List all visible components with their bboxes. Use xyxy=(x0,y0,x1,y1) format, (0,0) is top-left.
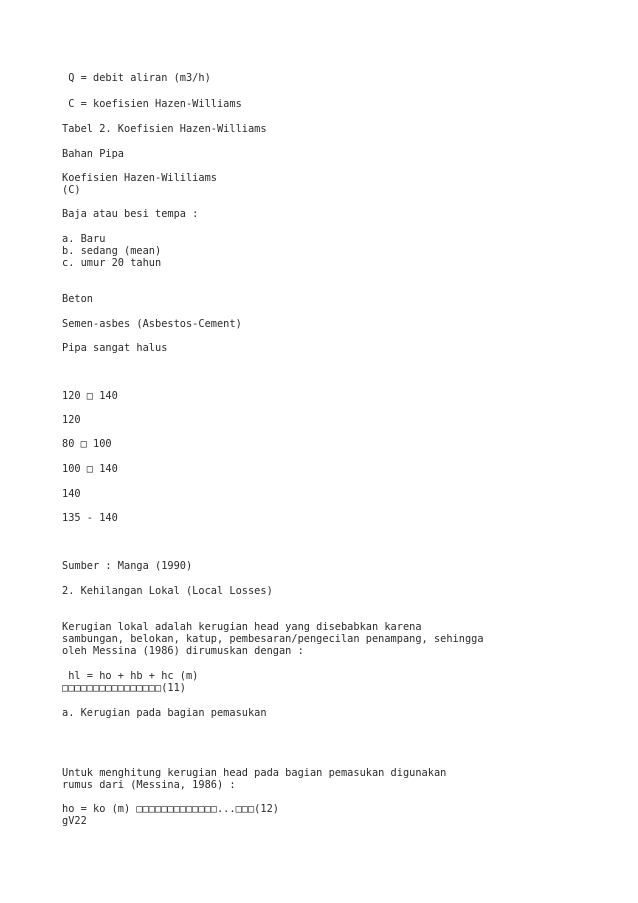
material-asbestos-cement: Semen-asbes (Asbestos-Cement) xyxy=(62,318,242,330)
table-title: Tabel 2. Koefisien Hazen-Williams xyxy=(62,123,267,135)
q-definition: Q = debit aliran (m3/h) xyxy=(62,72,211,84)
coefficient-value: 140 xyxy=(62,488,81,500)
material-steel: Baja atau besi tempa : xyxy=(62,208,199,220)
column-header-coefficient-unit: (C) xyxy=(62,184,81,196)
paragraph-line: sambungan, belokan, katup, pembesaran/pengecilan penampang, sehingga xyxy=(62,633,484,645)
paragraph-line: Kerugian lokal adalah kerugian head yang disebabkan karena xyxy=(62,621,422,633)
c-definition: C = koefisien Hazen-Williams xyxy=(62,98,242,110)
coefficient-value: 135 - 140 xyxy=(62,512,118,524)
material-smooth-pipe: Pipa sangat halus xyxy=(62,342,168,354)
paragraph-line: Untuk menghitung kerugian head pada bagian pemasukan digunakan xyxy=(62,767,447,779)
paragraph-line: oleh Messina (1986) dirumuskan dengan : xyxy=(62,645,304,657)
coefficient-value: 120 □ 140 xyxy=(62,390,118,402)
column-header-material: Bahan Pipa xyxy=(62,148,124,160)
coefficient-value: 120 xyxy=(62,414,81,426)
section-heading: 2. Kehilangan Lokal (Local Losses) xyxy=(62,585,273,597)
material-concrete: Beton xyxy=(62,293,93,305)
material-steel-mean: b. sedang (mean) xyxy=(62,245,162,257)
equation-12-fraction: gV22 xyxy=(62,815,87,827)
coefficient-value: 100 □ 140 xyxy=(62,463,118,475)
equation-12: ho = ko (m) □□□□□□□□□□□□□...□□□(12) xyxy=(62,803,279,815)
subsection-heading: a. Kerugian pada bagian pemasukan xyxy=(62,707,267,719)
column-header-coefficient: Koefisien Hazen-Wililiams xyxy=(62,172,217,184)
material-steel-20y: c. umur 20 tahun xyxy=(62,257,162,269)
coefficient-value: 80 □ 100 xyxy=(62,438,112,450)
paragraph-line: rumus dari (Messina, 1986) : xyxy=(62,779,236,791)
table-source: Sumber : Manga (1990) xyxy=(62,560,193,572)
equation-11: hl = ho + hb + hc (m) xyxy=(62,670,199,682)
equation-11-number: □□□□□□□□□□□□□□□□(11) xyxy=(62,682,186,694)
material-steel-new: a. Baru xyxy=(62,233,106,245)
